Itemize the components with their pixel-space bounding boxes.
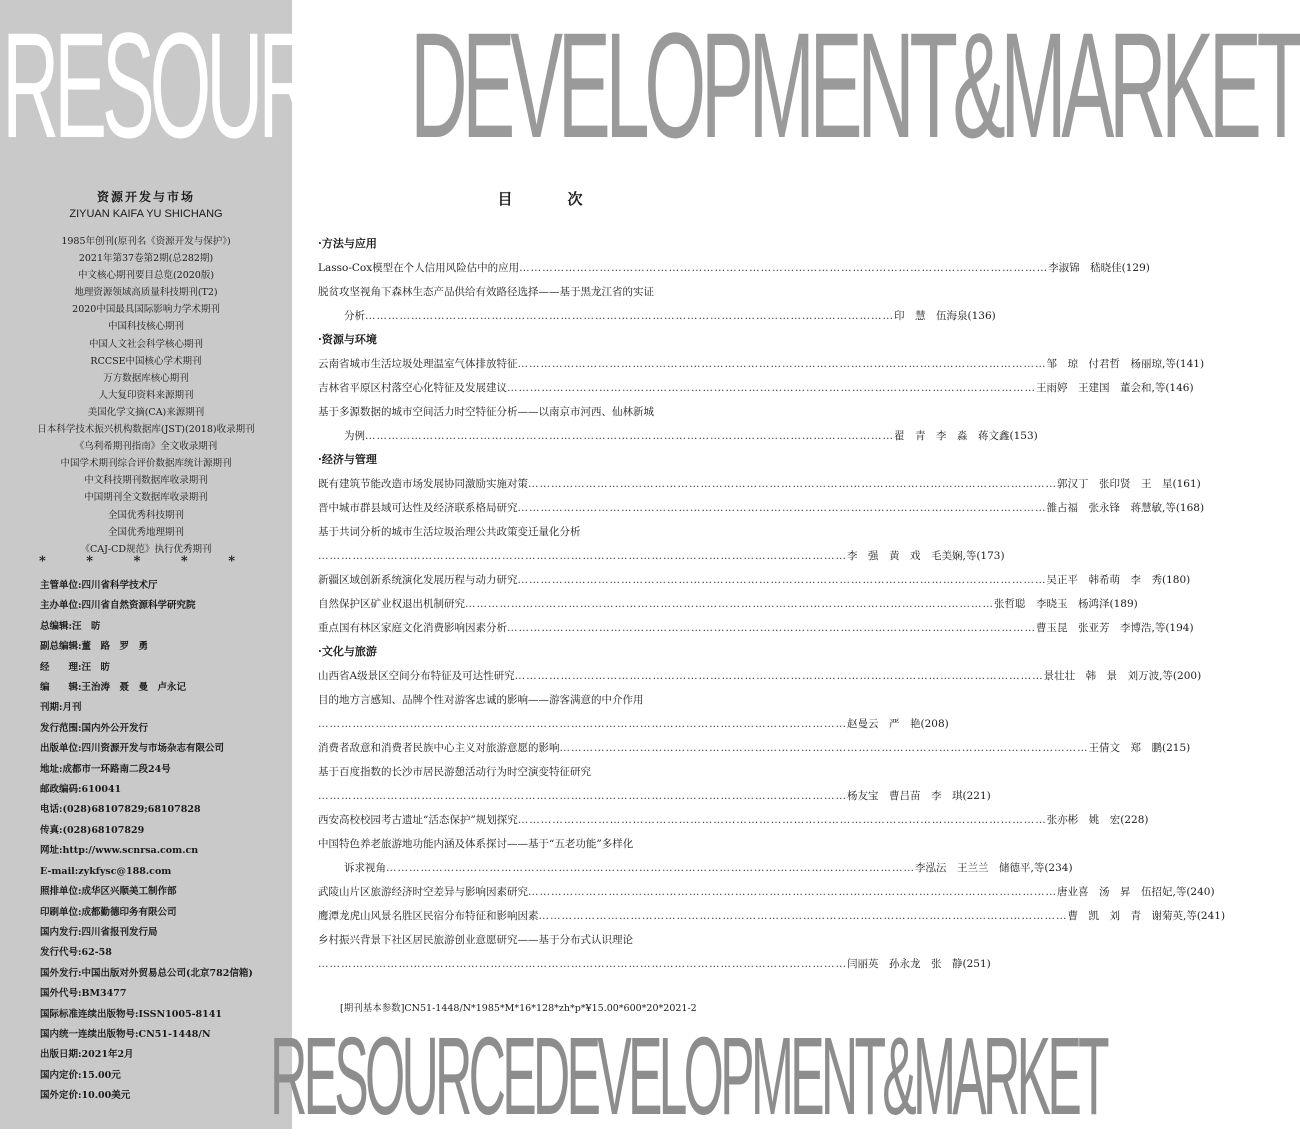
leader-dots: …………………………………………………………………………………………………………………………: [386, 862, 915, 874]
toc-entry-title: 目的地方言感知、品牌个性对游客忠诚的影响——游客满意的中介作用: [318, 694, 644, 706]
leader-dots: …………………………………………………………………………………………………………………………: [507, 622, 1036, 634]
imprint-line: 地址:成都市一环路南二段24号: [40, 763, 171, 775]
imprint-line: 网址:http://www.scnrsa.com.cn: [40, 845, 199, 857]
toc-entry-authors-page: 雒占福 张永锋 蒋慧敏,等(168): [1046, 502, 1205, 514]
toc-entry-title: 消费者敌意和消费者民族中心主义对旅游意愿的影响: [318, 742, 560, 754]
imprint-line: 国外发行:中国出版对外贸易总公司(北京782信箱): [40, 967, 253, 979]
leader-dots: …………………………………………………………………………………………………………………………: [318, 550, 847, 562]
toc-entry[interactable]: [318, 928, 991, 976]
imprint-line: 国内统一连续出版物号:CN51-1448/N: [40, 1028, 211, 1040]
journal-parameters: [期刊基本参数]CN51-1448/N*1985*M*16*128*zh*p*¥15.00*600*20*2021-2: [340, 1003, 697, 1014]
toc-entry-authors-page: 唐业喜 汤 昇 伍招妃,等(240): [1057, 886, 1215, 898]
toc-entry[interactable]: [318, 472, 1201, 496]
imprint-line: 经 理:汪 昉: [40, 661, 111, 673]
imprint-line: 传真:(028)68107829: [40, 824, 145, 836]
toc-entry-title: 基于百度指数的长沙市居民游憩活动行为时空演变特征研究: [318, 766, 591, 778]
toc-entry-title: 吉林省平原区村落空心化特征及发展建议: [318, 382, 507, 394]
toc-entry[interactable]: [318, 904, 1226, 928]
toc-entry[interactable]: [318, 280, 996, 328]
honor-item: 地理资源领域高质量科技期刊(T2): [74, 287, 218, 299]
toc-entry[interactable]: [318, 760, 991, 808]
cover-banner-top: [2, 1, 1300, 169]
toc-entry-title: 为例: [344, 430, 365, 442]
toc-entry[interactable]: [318, 880, 1215, 904]
leader-dots: …………………………………………………………………………………………………………………………: [559, 742, 1089, 754]
table-of-contents: [318, 232, 1226, 976]
imprint-line: 出版单位:四川资源开发与市场杂志有限公司: [40, 743, 225, 755]
toc-entry[interactable]: [318, 352, 1205, 376]
leader-dots: …………………………………………………………………………………………………………………………: [365, 310, 894, 322]
honor-item: 中国期刊全文数据库收录期刊: [84, 492, 208, 504]
imprint-line: 印刷单位:成都勤德印务有限公司: [40, 906, 177, 918]
toc-entry-title: 西安高校校园考古遗址“活态保护”规划探究: [318, 814, 518, 826]
leader-dots: …………………………………………………………………………………………………………………………: [538, 910, 1068, 922]
leader-dots: …………………………………………………………………………………………………………………………: [318, 958, 847, 970]
toc-entry-authors-page: 吴正平 韩希萌 李 秀(180): [1046, 574, 1191, 586]
leader-dots: …………………………………………………………………………………………………………………………: [519, 262, 1049, 274]
honor-item: 中文科技期刊数据库收录期刊: [84, 475, 208, 487]
honor-item: 中国人文社会科学核心期刊: [88, 338, 203, 350]
toc-entry-title: 既有建筑节能改造市场发展协同激励实施对策: [318, 478, 528, 490]
toc-entry-authors-page: 杨友宝 曹吕苗 李 琪(221): [847, 790, 991, 802]
imprint-list: [40, 576, 290, 1107]
magazine-title: 资源开发与市场: [96, 190, 195, 204]
toc-entry-authors-page: 邹 琼 付君哲 杨丽琼,等(141): [1046, 358, 1205, 370]
toc-entry-title: 山西省A级景区空间分布特征及可达性研究: [318, 670, 515, 682]
imprint-line: 出版日期:2021年2月: [40, 1049, 134, 1061]
leader-dots: …………………………………………………………………………………………………………………………: [465, 598, 994, 610]
toc-entry-authors-page: 闫丽英 孙永龙 张 静(251): [847, 958, 991, 970]
toc-entry-title: 自然保护区矿业权退出机制研究: [318, 598, 465, 610]
toc-entry-authors-page: 曹玉昆 张亚芳 李博浩,等(194): [1036, 622, 1194, 634]
imprint-line: 刊期:月刊: [40, 702, 82, 714]
toc-title: 目 次: [497, 190, 603, 208]
toc-entry-authors-page: 赵曼云 严 艳(208): [847, 718, 949, 730]
toc-entry[interactable]: [318, 616, 1194, 640]
leader-dots: …………………………………………………………………………………………………………………………: [507, 382, 1036, 394]
honor-item: RCCSE中国核心学术期刊: [90, 355, 202, 367]
magazine-pinyin: ZIYUAN KAIFA YU SHICHANG: [69, 208, 223, 220]
toc-entry-title: 中国特色养老旅游地功能内涵及体系探讨——基于“五老功能”多样化: [318, 838, 634, 850]
honor-item: 中国学术期刊综合评价数据库统计源期刊: [60, 458, 232, 470]
imprint-line: E-mail:zykfysc@188.com: [40, 865, 172, 877]
toc-entry-title: 诉求视角: [344, 862, 386, 874]
toc-entry-authors-page: 曹 凯 刘 青 谢菊英,等(241): [1067, 910, 1226, 922]
imprint-line: 主管单位:四川省科学技术厅: [40, 580, 158, 591]
leader-dots: …………………………………………………………………………………………………………………………: [517, 574, 1047, 586]
toc-entry[interactable]: [318, 664, 1202, 688]
toc-entry[interactable]: [318, 376, 1194, 400]
banner-word-gray: DEVELOPMENT&MARKET: [410, 1, 1300, 169]
leader-dots: …………………………………………………………………………………………………………………………: [514, 670, 1044, 682]
toc-entry[interactable]: [318, 496, 1205, 520]
honor-item: 全国优秀地理期刊: [107, 526, 184, 538]
toc-entry[interactable]: [318, 400, 1038, 448]
toc-entry-authors-page: 张亦彬 姚 宏(228): [1046, 814, 1149, 826]
imprint-line: 副总编辑:董 路 罗 勇: [40, 641, 149, 653]
toc-entry[interactable]: [318, 520, 1005, 568]
toc-entry-title: 基于共词分析的城市生活垃圾治理公共政策变迁量化分析: [318, 526, 581, 538]
honor-item: 《CAJ-CD规范》执行优秀期刊: [80, 543, 212, 555]
imprint-line: 发行范围:国内外公开发行: [40, 722, 149, 734]
toc-entry-authors-page: 景壮壮 韩 景 刘万波,等(200): [1043, 670, 1202, 682]
honor-item: 美国化学文摘(CA)来源期刊: [87, 406, 205, 418]
imprint-line: 国内发行:四川省报刊发行局: [40, 926, 158, 938]
toc-entry-title: 武陵山片区旅游经济时空差异与影响因素研究: [318, 886, 528, 898]
honor-item: 中文核心期刊要目总览(2020版): [77, 270, 215, 282]
leader-dots: …………………………………………………………………………………………………………………………: [517, 502, 1047, 514]
honor-item: 中国科技核心期刊: [107, 321, 184, 333]
toc-entry[interactable]: [318, 688, 949, 736]
imprint-line: 电话:(028)68107829;68107828: [40, 804, 201, 816]
toc-entry-authors-page: 翟 青 李 淼 蒋文鑫(153): [894, 430, 1038, 442]
imprint-line: 国外定价:10.00美元: [40, 1090, 131, 1102]
cover-banner-bottom: RESOURCEDEVELOPMENT&MARKET: [270, 1015, 1106, 1138]
toc-entry-authors-page: 郭汉丁 张印贤 王 星(161): [1057, 478, 1201, 490]
leader-dots: …………………………………………………………………………………………………………………………: [517, 358, 1047, 370]
toc-entry[interactable]: [318, 568, 1191, 592]
toc-entry-title: 晋中城市群县域可达性及经济联系格局研究: [318, 502, 518, 514]
toc-entry-title: 基于多源数据的城市空间活力时空特征分析——以南京市河西、仙林新城: [318, 406, 654, 418]
leader-dots: …………………………………………………………………………………………………………………………: [365, 430, 894, 442]
leader-dots: …………………………………………………………………………………………………………………………: [528, 886, 1057, 898]
toc-entry-title: 云南省城市生活垃圾处理温室气体排放特征: [318, 358, 518, 370]
toc-section-heading: ·资源与环境: [318, 333, 377, 346]
honor-item: 2021年第37卷第2期(总282期): [78, 253, 214, 265]
toc-section-heading: ·方法与应用: [318, 237, 377, 250]
leader-dots: …………………………………………………………………………………………………………………………: [517, 814, 1047, 826]
imprint-line: 国外代号:BM3477: [40, 988, 127, 1000]
honor-item: 《乌利希期刊指南》全文收录期刊: [74, 441, 218, 453]
toc-entry-authors-page: 李泓沄 王兰兰 储德平,等(234): [915, 862, 1073, 874]
toc-entry-authors-page: 李 强 黄 戏 毛美娴,等(173): [847, 550, 1005, 562]
imprint-line: 发行代号:62-58: [40, 947, 112, 959]
toc-entry[interactable]: [318, 592, 1138, 616]
honor-item: 全国优秀科技期刊: [107, 509, 184, 521]
imprint-line: 国内定价:15.00元: [40, 1069, 121, 1081]
toc-entry-title: 鹰潭龙虎山风景名胜区民宿分布特征和影响因素: [318, 910, 539, 922]
toc-entry-title: 脱贫攻坚视角下森林生态产品供给有效路径选择——基于黑龙江省的实证: [318, 286, 654, 298]
toc-entry-authors-page: 李淑锦 嵇晓佳(129): [1048, 262, 1150, 274]
banner-word-white: RESOURCE: [2, 1, 411, 169]
honor-item: 人大复印资料来源期刊: [98, 389, 194, 401]
toc-entry[interactable]: [318, 256, 1150, 280]
toc-entry-authors-page: 张哲聪 李晓玉 杨鸿泽(189): [994, 598, 1138, 610]
toc-entry-authors-page: 王雨婷 王建国 董会和,等(146): [1036, 382, 1194, 394]
toc-section-heading: ·经济与管理: [318, 453, 377, 466]
toc-section-heading: ·文化与旅游: [318, 645, 377, 658]
leader-dots: …………………………………………………………………………………………………………………………: [318, 718, 847, 730]
toc-entry-title: Lasso-Cox模型在个人信用风险估中的应用: [318, 262, 520, 274]
toc-entry-title: 分析: [344, 310, 365, 322]
imprint-line: 照排单位:成华区兴顺美工制作部: [40, 886, 177, 898]
imprint-line: 邮政编码:610041: [40, 784, 122, 796]
imprint-line: 编 辑:王治涛 聂 曼 卢永记: [40, 682, 187, 694]
imprint-line: 国际标准连续出版物号:ISSN1005-8141: [40, 1008, 222, 1020]
toc-entry[interactable]: [318, 808, 1149, 832]
imprint-line: 总编辑:汪 昉: [40, 620, 101, 632]
leader-dots: …………………………………………………………………………………………………………………………: [528, 478, 1057, 490]
toc-entry-title: 乡村振兴背景下社区居民旅游创业意愿研究——基于分布式认识理论: [318, 934, 633, 946]
toc-entry-title: 新疆区域创新系统演化发展历程与动力研究: [318, 574, 518, 586]
stars-divider: * * * * *: [38, 554, 254, 569]
toc-entry-authors-page: 王倩文 郑 鹏(215): [1088, 742, 1191, 754]
honor-item: 万方数据库核心期刊: [103, 372, 189, 384]
toc-entry-title: 重点国有林区家庭文化消费影响因素分析: [318, 622, 507, 634]
honor-item: 2020中国最具国际影响力学术期刊: [72, 304, 220, 316]
honor-item: 1985年创刊(原刊名《资源开发与保护》): [61, 236, 231, 247]
imprint-line: 主办单位:四川省自然资源科学研究院: [40, 600, 196, 612]
toc-entry[interactable]: [318, 736, 1191, 760]
toc-entry-authors-page: 印 慧 伍海泉(136): [894, 310, 996, 322]
toc-entry[interactable]: [318, 832, 1073, 880]
honors-list: [0, 233, 292, 558]
leader-dots: …………………………………………………………………………………………………………………………: [318, 790, 847, 802]
honor-item: 日本科学技术振兴机构数据库(JST)(2018)收录期刊: [37, 424, 255, 436]
